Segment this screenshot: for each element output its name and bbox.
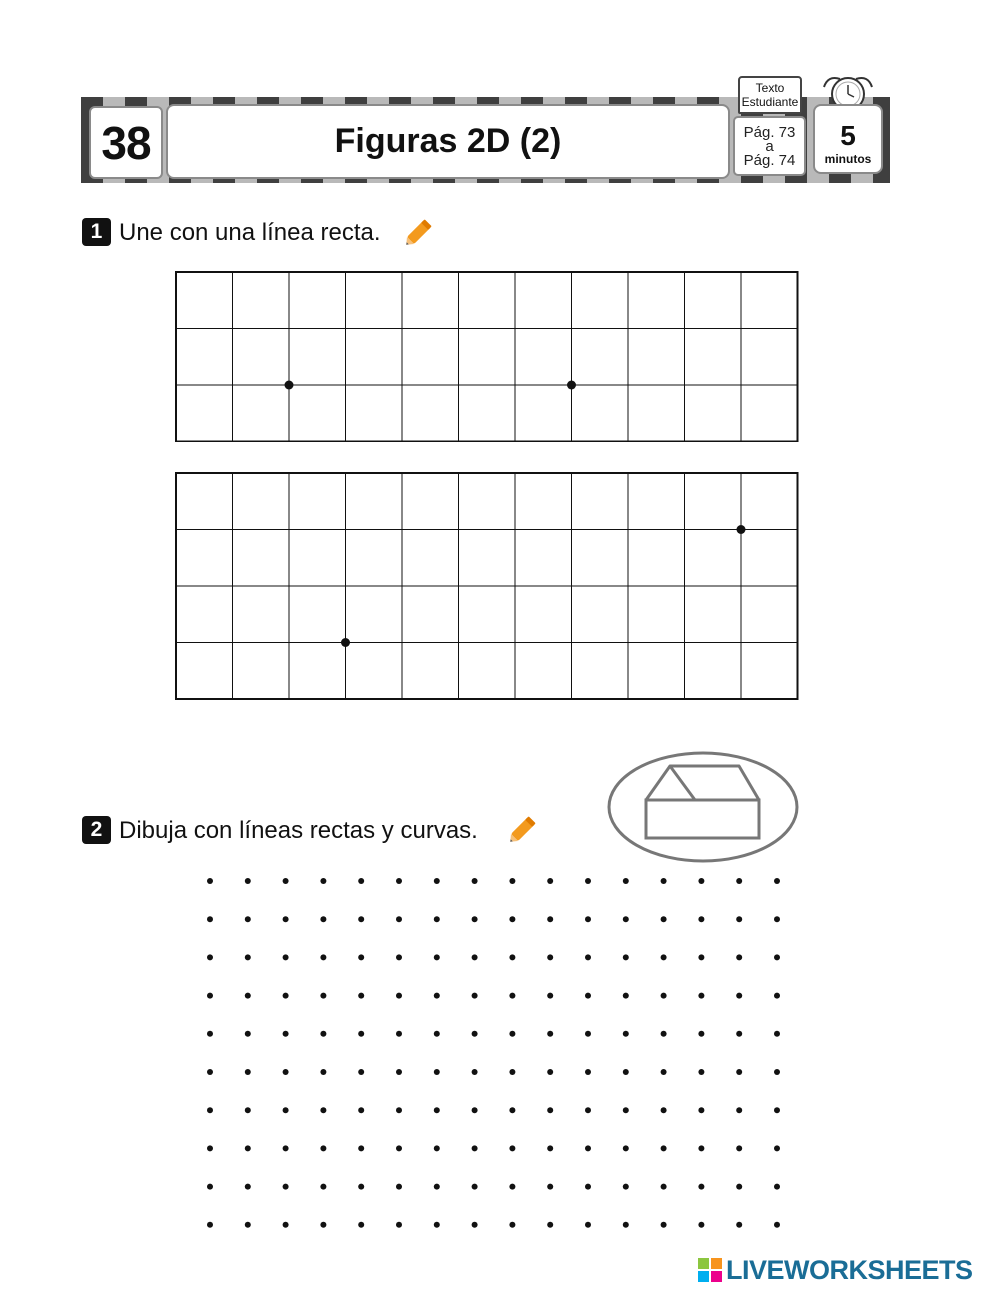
grid-dot[interactable] — [434, 878, 440, 884]
grid-dot[interactable] — [547, 1145, 553, 1151]
grid-dot[interactable] — [509, 993, 515, 999]
grid-dot[interactable] — [623, 993, 629, 999]
grid-dot[interactable] — [547, 1069, 553, 1075]
grid-dot[interactable] — [547, 878, 553, 884]
pencil-icon — [400, 214, 438, 250]
grid-dot[interactable] — [245, 1222, 251, 1228]
grid-dot[interactable] — [320, 993, 326, 999]
grid-dot[interactable] — [585, 993, 591, 999]
grid-dot[interactable] — [434, 954, 440, 960]
grid-dot[interactable] — [358, 1145, 364, 1151]
page-connector: a — [765, 138, 774, 155]
grid-dot[interactable] — [283, 1184, 289, 1190]
grid-dot[interactable] — [774, 1184, 780, 1190]
grid-dot[interactable] — [509, 1031, 515, 1037]
book-pages — [733, 116, 806, 176]
grid-dot[interactable] — [509, 1184, 515, 1190]
grid-dot[interactable] — [207, 1222, 213, 1228]
grid-dot[interactable] — [509, 954, 515, 960]
grid-dot[interactable] — [207, 954, 213, 960]
grid-dot[interactable] — [434, 993, 440, 999]
grid-dot[interactable] — [472, 916, 478, 922]
grid-dot[interactable] — [434, 916, 440, 922]
book-icon — [738, 76, 802, 114]
time-value: 5 — [840, 120, 856, 151]
grid-dot[interactable] — [207, 1069, 213, 1075]
grid-dot[interactable] — [661, 1069, 667, 1075]
lesson-number: 38 — [89, 106, 163, 179]
grid-dot[interactable] — [661, 993, 667, 999]
grid-dot[interactable] — [283, 916, 289, 922]
grid-point[interactable] — [285, 381, 294, 390]
grid-dot[interactable] — [472, 1145, 478, 1151]
grid-dot[interactable] — [434, 1145, 440, 1151]
grid-dot[interactable] — [736, 1145, 742, 1151]
grid-dot[interactable] — [547, 1222, 553, 1228]
grid-dot[interactable] — [207, 993, 213, 999]
grid-dot[interactable] — [245, 1184, 251, 1190]
square-grid-1[interactable] — [175, 271, 799, 442]
grid-dot[interactable] — [509, 916, 515, 922]
grid-dot[interactable] — [472, 954, 478, 960]
grid-dot[interactable] — [434, 1069, 440, 1075]
grid-dot[interactable] — [661, 1145, 667, 1151]
grid-dot[interactable] — [661, 1107, 667, 1113]
grid-dot[interactable] — [396, 1145, 402, 1151]
grid-dot[interactable] — [698, 916, 704, 922]
grid-dot[interactable] — [245, 1107, 251, 1113]
grid-dot[interactable] — [434, 1222, 440, 1228]
grid-dot[interactable] — [623, 1069, 629, 1075]
grid-dot[interactable] — [472, 1031, 478, 1037]
grid-dot[interactable] — [396, 916, 402, 922]
grid-dot[interactable] — [547, 1184, 553, 1190]
grid-dot[interactable] — [207, 878, 213, 884]
grid-border — [176, 272, 798, 442]
grid-dot[interactable] — [207, 1145, 213, 1151]
grid-dot[interactable] — [283, 993, 289, 999]
grid-dot[interactable] — [320, 916, 326, 922]
grid-dot[interactable] — [207, 1107, 213, 1113]
exercise2-number: 2 — [82, 816, 111, 844]
grid-dot[interactable] — [774, 878, 780, 884]
grid-dot[interactable] — [320, 1222, 326, 1228]
grid-dot[interactable] — [396, 878, 402, 884]
grid-dot[interactable] — [698, 993, 704, 999]
book-cover-line1: Texto — [755, 81, 785, 95]
grid-dot[interactable] — [320, 954, 326, 960]
grid-dot[interactable] — [698, 1107, 704, 1113]
liveworksheets-logo-icon — [698, 1258, 722, 1282]
grid-dot[interactable] — [698, 1069, 704, 1075]
grid-dot[interactable] — [358, 993, 364, 999]
grid-dot[interactable] — [698, 1145, 704, 1151]
grid-dot[interactable] — [396, 954, 402, 960]
grid-dot[interactable] — [207, 1184, 213, 1190]
watermark — [698, 1254, 973, 1286]
grid-dot[interactable] — [736, 1069, 742, 1075]
grid-dot[interactable] — [623, 916, 629, 922]
grid-dot[interactable] — [585, 1145, 591, 1151]
grid-dot[interactable] — [358, 1069, 364, 1075]
grid-dot[interactable] — [661, 1184, 667, 1190]
grid-dot[interactable] — [623, 878, 629, 884]
grid-dot[interactable] — [661, 954, 667, 960]
grid-dot[interactable] — [396, 1031, 402, 1037]
time-unit: minutos — [824, 152, 872, 166]
grid-dot[interactable] — [283, 1031, 289, 1037]
grid-dot[interactable] — [434, 1184, 440, 1190]
grid-dot[interactable] — [698, 1184, 704, 1190]
pencil-icon — [504, 811, 542, 847]
grid-dot[interactable] — [434, 1031, 440, 1037]
grid-dot[interactable] — [585, 1184, 591, 1190]
grid-dot[interactable] — [585, 916, 591, 922]
grid-point[interactable] — [737, 525, 746, 534]
grid-dot[interactable] — [396, 993, 402, 999]
grid-dot[interactable] — [396, 1107, 402, 1113]
grid-dot[interactable] — [283, 1145, 289, 1151]
grid-dot[interactable] — [661, 1222, 667, 1228]
grid-dot[interactable] — [698, 1222, 704, 1228]
grid-dot[interactable] — [623, 1222, 629, 1228]
grid-dot[interactable] — [358, 1184, 364, 1190]
grid-dot[interactable] — [358, 1031, 364, 1037]
grid-point[interactable] — [567, 381, 576, 390]
grid-dot[interactable] — [434, 1107, 440, 1113]
exercise1-instruction: Une con una línea recta. — [119, 219, 381, 246]
grid-dot[interactable] — [736, 1031, 742, 1037]
grid-dot[interactable] — [547, 993, 553, 999]
grid-dot[interactable] — [736, 878, 742, 884]
grid-dot[interactable] — [207, 1031, 213, 1037]
grid-dot[interactable] — [774, 954, 780, 960]
exercise1-number: 1 — [82, 218, 111, 246]
book-cover-line2: Estudiante — [741, 95, 799, 109]
example-house-figure — [606, 750, 800, 864]
grid-dot[interactable] — [509, 1145, 515, 1151]
grid-dot[interactable] — [698, 878, 704, 884]
grid-dot[interactable] — [661, 916, 667, 922]
grid-dot[interactable] — [509, 1069, 515, 1075]
grid-dot[interactable] — [396, 1222, 402, 1228]
exercise2-instruction: Dibuja con líneas rectas y curvas. — [119, 817, 478, 844]
grid-dot[interactable] — [320, 1031, 326, 1037]
grid-dot[interactable] — [472, 993, 478, 999]
grid-dot[interactable] — [283, 1069, 289, 1075]
grid-dot[interactable] — [245, 878, 251, 884]
grid-dot[interactable] — [472, 1107, 478, 1113]
grid-dot[interactable] — [736, 1107, 742, 1113]
grid-dot[interactable] — [736, 1222, 742, 1228]
grid-dot[interactable] — [585, 1069, 591, 1075]
grid-dot[interactable] — [358, 878, 364, 884]
grid-dot[interactable] — [736, 1184, 742, 1190]
page-to: Pág. 74 — [743, 152, 796, 169]
grid-dot[interactable] — [320, 1107, 326, 1113]
grid-dot[interactable] — [623, 1184, 629, 1190]
grid-dot[interactable] — [547, 954, 553, 960]
grid-dot[interactable] — [320, 1145, 326, 1151]
page-from: Pág. 73 — [743, 124, 796, 141]
grid-dot[interactable] — [623, 1107, 629, 1113]
grid-dot[interactable] — [358, 916, 364, 922]
dot-grid[interactable] — [200, 870, 790, 1230]
grid-dot[interactable] — [736, 916, 742, 922]
grid-dot[interactable] — [774, 1107, 780, 1113]
grid-dot[interactable] — [472, 1222, 478, 1228]
grid-dot[interactable] — [245, 993, 251, 999]
grid-dot[interactable] — [661, 878, 667, 884]
grid-dot[interactable] — [547, 1107, 553, 1113]
grid-dot[interactable] — [698, 1031, 704, 1037]
grid-dot[interactable] — [320, 878, 326, 884]
grid-dot[interactable] — [245, 954, 251, 960]
grid-dot[interactable] — [283, 878, 289, 884]
grid-dot[interactable] — [358, 1107, 364, 1113]
grid-dot[interactable] — [774, 1145, 780, 1151]
grid-dot[interactable] — [585, 1031, 591, 1037]
grid-dot[interactable] — [283, 954, 289, 960]
grid-dot[interactable] — [472, 1069, 478, 1075]
grid-dot[interactable] — [774, 993, 780, 999]
grid-dot[interactable] — [774, 916, 780, 922]
grid-dot[interactable] — [774, 1031, 780, 1037]
grid-dot[interactable] — [623, 1145, 629, 1151]
grid-dot[interactable] — [245, 1145, 251, 1151]
grid-dot[interactable] — [396, 1069, 402, 1075]
grid-dot[interactable] — [736, 954, 742, 960]
grid-dot[interactable] — [509, 878, 515, 884]
grid-dot[interactable] — [585, 954, 591, 960]
grid-dot[interactable] — [245, 916, 251, 922]
grid-dot[interactable] — [509, 1107, 515, 1113]
grid-dot[interactable] — [207, 916, 213, 922]
time-box — [813, 104, 883, 174]
grid-dot[interactable] — [396, 1184, 402, 1190]
grid-dot[interactable] — [623, 1031, 629, 1037]
grid-dot[interactable] — [547, 916, 553, 922]
page-title: Figuras 2D (2) — [166, 104, 730, 179]
grid-dot[interactable] — [283, 1107, 289, 1113]
grid-dot[interactable] — [698, 954, 704, 960]
grid-dot[interactable] — [661, 1031, 667, 1037]
grid-dot[interactable] — [358, 954, 364, 960]
grid-dot[interactable] — [320, 1069, 326, 1075]
grid-dot[interactable] — [774, 1222, 780, 1228]
grid-dot[interactable] — [283, 1222, 289, 1228]
grid-point[interactable] — [341, 638, 350, 647]
grid-dot[interactable] — [472, 1184, 478, 1190]
square-grid-2[interactable] — [175, 472, 799, 700]
grid-dot[interactable] — [547, 1031, 553, 1037]
grid-dot[interactable] — [623, 954, 629, 960]
grid-dot[interactable] — [774, 1069, 780, 1075]
watermark-text: LIVEWORKSHEETS — [726, 1254, 973, 1285]
grid-dot[interactable] — [245, 1031, 251, 1037]
grid-dot[interactable] — [585, 1107, 591, 1113]
grid-dot[interactable] — [585, 878, 591, 884]
grid-dot[interactable] — [320, 1184, 326, 1190]
grid-dot[interactable] — [358, 1222, 364, 1228]
grid-dot[interactable] — [736, 993, 742, 999]
grid-dot[interactable] — [585, 1222, 591, 1228]
grid-dot[interactable] — [245, 1069, 251, 1075]
grid-dot[interactable] — [509, 1222, 515, 1228]
grid-dot[interactable] — [472, 878, 478, 884]
